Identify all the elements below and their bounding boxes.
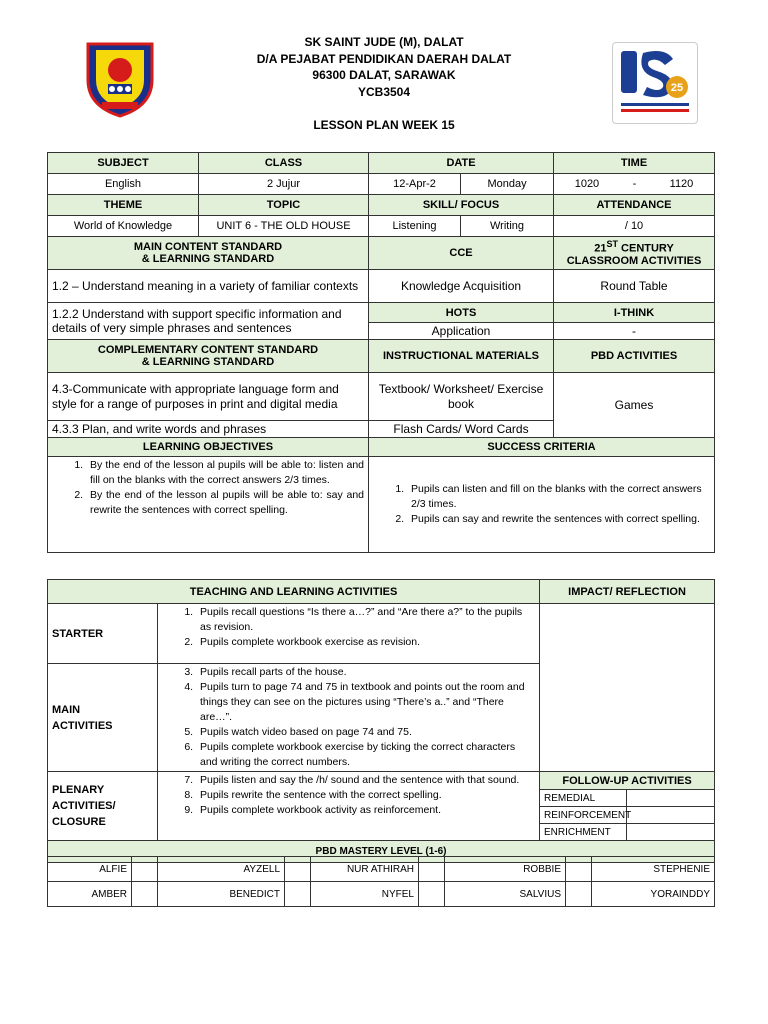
starter-item: 2. Pupils complete workbook exercise as revision. bbox=[196, 635, 535, 650]
followup-remedial: REMEDIAL bbox=[540, 790, 627, 807]
main-activity-item: 3. Pupils recall parts of the house. bbox=[196, 665, 535, 680]
plenary-item: 8. Pupils rewrite the sentence with the correct spelling. bbox=[196, 788, 535, 803]
hots-value: Application bbox=[369, 323, 554, 340]
followup-reinforcement: REINFORCEMENT bbox=[540, 807, 627, 824]
pupil-name: YORAINDDY bbox=[592, 882, 715, 907]
time-end: 1120 bbox=[669, 178, 694, 190]
followup-enrichment: ENRICHMENT bbox=[540, 824, 627, 841]
hots-header: HOTS bbox=[369, 303, 554, 323]
pbd-value: Games bbox=[554, 373, 715, 438]
ithink-header: I-THINK bbox=[554, 303, 715, 323]
impact-reflection-cell bbox=[540, 604, 715, 772]
pupil-level bbox=[419, 882, 445, 907]
main-standard-1: 1.2 – Understand meaning in a variety of familiar contexts bbox=[48, 270, 369, 303]
school-name: SK SAINT JUDE (M), DALAT bbox=[304, 35, 464, 49]
time-value bbox=[554, 174, 715, 195]
logo-number: 25 bbox=[670, 82, 684, 94]
school-crest-logo bbox=[82, 40, 158, 118]
pbd-header: PBD ACTIVITIES bbox=[554, 340, 715, 373]
materials-value-1: Textbook/ Worksheet/ Exercise book bbox=[369, 373, 554, 421]
plenary-label-line3: CLOSURE bbox=[52, 816, 106, 828]
complementary-standard-1: 4.3-Communicate with appropriate language form and style for a range of purposes in print and digital media bbox=[48, 373, 369, 421]
c21-value: Round Table bbox=[554, 270, 715, 303]
main-label-line1: MAIN bbox=[52, 703, 81, 716]
starter-item: 1. Pupils recall questions “Is there a…?” and “Are there a?” to the pupils as revision. bbox=[196, 605, 535, 635]
skill-value-2: Writing bbox=[461, 216, 554, 237]
objectives-cell bbox=[48, 457, 369, 553]
plenary-label-line2: ACTIVITIES/ bbox=[52, 800, 116, 812]
pupil-level bbox=[419, 857, 445, 882]
plenary-item: 7. Pupils listen and say the /h/ sound and the sentence with that sound. bbox=[196, 773, 535, 788]
time-separator: - bbox=[632, 178, 637, 190]
main-standard-header bbox=[48, 237, 369, 270]
skill-value-1: Listening bbox=[369, 216, 461, 237]
attendance-value: / 10 bbox=[554, 216, 715, 237]
pupil-name: ROBBIE bbox=[445, 857, 566, 882]
objectives-header: LEARNING OBJECTIVES bbox=[48, 438, 369, 457]
pupil-level bbox=[566, 882, 592, 907]
subject-value: English bbox=[48, 174, 199, 195]
complementary-standard-2: 4.3.3 Plan, and write words and phrases bbox=[48, 421, 369, 438]
pupil-name: STEPHENIE bbox=[592, 857, 715, 882]
starter-cell bbox=[158, 604, 540, 664]
criteria-header: SUCCESS CRITERIA bbox=[369, 438, 715, 457]
pupil-name: AMBER bbox=[48, 882, 132, 907]
pupil-level bbox=[285, 882, 311, 907]
time-header: TIME bbox=[554, 153, 715, 174]
pupil-name: BENEDICT bbox=[158, 882, 285, 907]
complementary-standard-header bbox=[48, 340, 369, 373]
objective-item: 1. By the end of the lesson al pupils will be able to: listen and fill on the blanks with the correct answers 2/3 times. bbox=[86, 458, 364, 488]
objective-item: 2. By the end of the lesson al pupils will be able to: say and rewrite the sentences with correct spelling. bbox=[86, 488, 364, 518]
main-activity-item: 4. Pupils turn to page 74 and 75 in textbook and points out the room and things they can see on the pictures using “There’s a..” and “There are…”. bbox=[196, 680, 535, 725]
pupil-level bbox=[285, 857, 311, 882]
class-header: CLASS bbox=[199, 153, 369, 174]
cce-value: Knowledge Acquisition bbox=[369, 270, 554, 303]
ithink-value: - bbox=[554, 323, 715, 340]
materials-value-2: Flash Cards/ Word Cards bbox=[369, 421, 554, 438]
followup-header: FOLLOW-UP ACTIVITIES bbox=[540, 772, 715, 790]
main-standard-2: 1.2.2 Understand with support specific information and details of very simple phrases and sentences bbox=[48, 303, 369, 340]
lesson-plan-table bbox=[47, 152, 715, 553]
pupil-level bbox=[132, 882, 158, 907]
followup-enrichment-value bbox=[627, 824, 715, 841]
plenary-cell bbox=[158, 772, 540, 841]
impact-header: IMPACT/ REFLECTION bbox=[540, 580, 715, 604]
theme-header: THEME bbox=[48, 195, 199, 216]
anniversary-logo bbox=[612, 42, 698, 124]
c21-header-line2: CLASSROOM ACTIVITIES bbox=[566, 254, 702, 267]
main-activities-cell bbox=[158, 664, 540, 772]
plenary-label-line1: PLENARY bbox=[52, 784, 105, 796]
main-standard-header-line1: MAIN CONTENT STANDARD bbox=[133, 241, 283, 253]
main-activity-item: 6. Pupils complete workbook exercise by ticking the correct characters and writing the correct numbers. bbox=[196, 740, 535, 770]
activities-table bbox=[47, 579, 715, 863]
page-title: LESSON PLAN WEEK 15 bbox=[313, 118, 455, 132]
pupil-name: NUR ATHIRAH bbox=[311, 857, 419, 882]
criteria-item: 1. Pupils can listen and fill on the blanks with the correct answers 2/3 times. bbox=[407, 482, 710, 512]
main-activities-label bbox=[48, 664, 158, 772]
plenary-item: 9. Pupils complete workbook activity as reinforcement. bbox=[196, 803, 535, 818]
plenary-label bbox=[48, 772, 158, 841]
followup-reinforcement-value bbox=[627, 807, 715, 824]
c21-header-word: CENTURY bbox=[617, 242, 674, 255]
c21-header-num: 21 bbox=[594, 242, 607, 255]
date-value: 12-Apr-2 bbox=[369, 174, 461, 195]
pupil-name: AYZELL bbox=[158, 857, 285, 882]
day-value: Monday bbox=[461, 174, 554, 195]
school-address: 96300 DALAT, SARAWAK bbox=[312, 68, 456, 82]
subject-header: SUBJECT bbox=[48, 153, 199, 174]
pupil-name: ALFIE bbox=[48, 857, 132, 882]
c21-header bbox=[554, 237, 715, 270]
materials-header: INSTRUCTIONAL MATERIALS bbox=[369, 340, 554, 373]
starter-label: STARTER bbox=[48, 604, 158, 664]
criteria-item: 2. Pupils can say and rewrite the sentences with correct spelling. bbox=[407, 512, 710, 527]
time-start: 1020 bbox=[574, 178, 600, 190]
main-label-line2: ACTIVITIES bbox=[52, 719, 113, 732]
tla-header: TEACHING AND LEARNING ACTIVITIES bbox=[48, 580, 540, 604]
school-code: YCB3504 bbox=[357, 85, 411, 99]
theme-value: World of Knowledge bbox=[48, 216, 199, 237]
pupil-name: NYFEL bbox=[311, 882, 419, 907]
pupil-level bbox=[132, 857, 158, 882]
complementary-header-line1: COMPLEMENTARY CONTENT STANDARD bbox=[97, 344, 319, 356]
pupil-name: SALVIUS bbox=[445, 882, 566, 907]
district-office: D/A PEJABAT PENDIDIKAN DAERAH DALAT bbox=[256, 52, 512, 66]
attendance-header: ATTENDANCE bbox=[554, 195, 715, 216]
date-header: DATE bbox=[369, 153, 554, 174]
complementary-header-line2: & LEARNING STANDARD bbox=[141, 356, 275, 368]
main-activity-item: 5. Pupils watch video based on page 74 and 75. bbox=[196, 725, 535, 740]
topic-value: UNIT 6 - THE OLD HOUSE bbox=[199, 216, 369, 237]
c21-header-sup: ST bbox=[606, 239, 618, 250]
cce-header: CCE bbox=[369, 237, 554, 270]
criteria-cell bbox=[369, 457, 715, 553]
main-standard-header-line2: & LEARNING STANDARD bbox=[141, 253, 275, 265]
pbd-mastery-table bbox=[47, 856, 715, 907]
skill-header: SKILL/ FOCUS bbox=[369, 195, 554, 216]
class-value: 2 Jujur bbox=[199, 174, 369, 195]
pupil-level bbox=[566, 857, 592, 882]
pbd-mastery-header: PBD MASTERY LEVEL (1-6) bbox=[48, 841, 715, 863]
topic-header: TOPIC bbox=[199, 195, 369, 216]
followup-remedial-value bbox=[627, 790, 715, 807]
